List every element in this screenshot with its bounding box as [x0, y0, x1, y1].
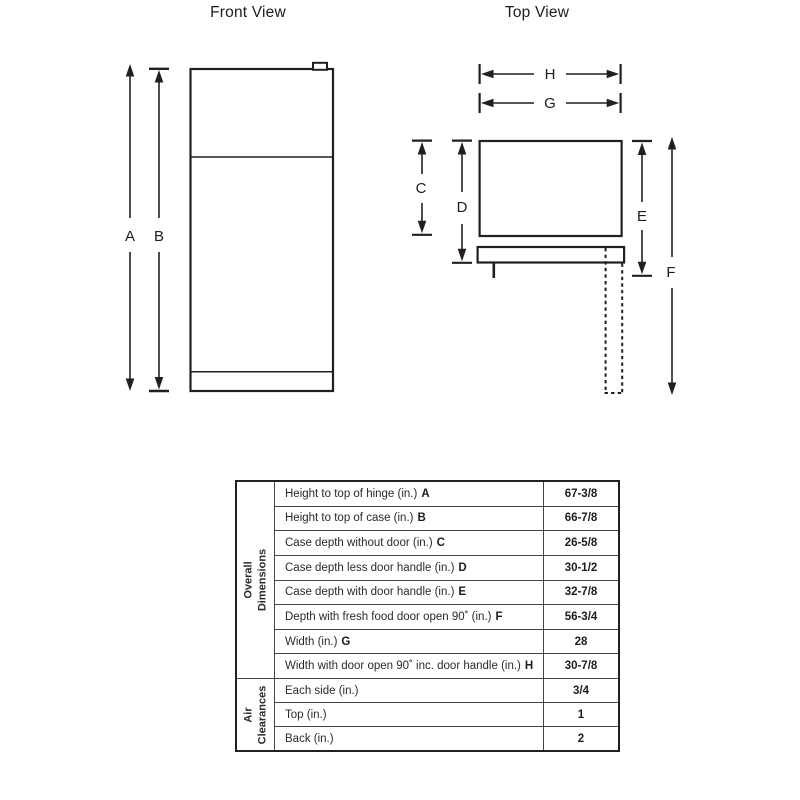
group-label-line: Clearances — [255, 685, 268, 744]
dim-arrow-h — [480, 64, 621, 84]
table-row — [275, 604, 618, 629]
case-outline — [480, 141, 622, 236]
dim-arrow-c — [412, 141, 432, 235]
door-open-dashed — [605, 248, 624, 393]
dim-label-f: F — [666, 264, 676, 281]
dim-label-d: D — [456, 199, 468, 216]
dim-arrow-f — [666, 137, 676, 395]
row-label: Height to top of case (in.) — [285, 512, 414, 525]
dim-arrow-e — [632, 141, 652, 276]
row-value: 67-3/8 — [543, 482, 618, 506]
row-value: 30-7/8 — [543, 654, 618, 678]
spec-table — [235, 480, 620, 752]
table-row — [275, 726, 618, 750]
row-value: 1 — [543, 703, 618, 726]
dim-label-e: E — [636, 208, 648, 225]
row-label: Width with door open 90˚ inc. door handle (in.) — [285, 660, 521, 673]
top-view — [412, 64, 676, 395]
row-label: Case depth less door handle (in.) — [285, 561, 455, 574]
table-row — [275, 506, 618, 531]
row-value: 3/4 — [543, 679, 618, 702]
row-value: 66-7/8 — [543, 507, 618, 531]
dim-arrow-d — [452, 141, 472, 263]
group-label-line: Overall — [241, 561, 254, 599]
door-outline — [478, 247, 624, 263]
table-row — [275, 482, 618, 506]
dim-arrow-g — [480, 93, 621, 113]
table-row — [275, 629, 618, 654]
dim-arrow-a — [125, 64, 135, 391]
row-value: 32-7/8 — [543, 581, 618, 605]
row-dim-letter: D — [458, 561, 467, 574]
air-clearances-section — [237, 679, 618, 750]
row-value: 2 — [543, 727, 618, 750]
row-value: 28 — [543, 630, 618, 654]
row-dim-letter: G — [341, 635, 351, 648]
row-dim-letter: A — [421, 487, 430, 500]
fridge-hinge — [313, 63, 327, 70]
row-dim-letter: C — [436, 537, 445, 550]
group-label-overall-dimensions — [237, 482, 275, 678]
row-value: 26-5/8 — [543, 531, 618, 555]
row-value: 30-1/2 — [543, 556, 618, 580]
group-label-line: Air — [241, 706, 254, 723]
dim-label-b: B — [153, 228, 165, 245]
row-label: Back (in.) — [285, 732, 334, 745]
row-label: Case depth without door (in.) — [285, 537, 433, 550]
row-dim-letter: H — [524, 660, 534, 673]
dim-label-c: C — [415, 180, 427, 197]
table-row — [275, 679, 618, 702]
table-row — [275, 702, 618, 726]
dim-label-h: H — [544, 66, 556, 83]
front-view — [125, 63, 333, 391]
front-view-title: Front View — [210, 4, 286, 21]
row-value: 56-3/4 — [543, 605, 618, 629]
dim-label-a: A — [124, 228, 136, 245]
row-dim-letter: E — [458, 586, 467, 599]
overall-dimensions-section — [237, 482, 618, 679]
row-label: Case depth with door handle (in.) — [285, 586, 455, 599]
row-label: Each side (in.) — [285, 684, 359, 697]
table-row — [275, 653, 618, 678]
dim-label-g: G — [544, 95, 556, 112]
row-dim-letter: B — [417, 512, 426, 525]
table-row — [275, 555, 618, 580]
table-row — [275, 580, 618, 605]
top-view-title: Top View — [504, 4, 570, 21]
row-label: Depth with fresh food door open 90˚ (in.) — [285, 610, 492, 623]
row-label: Height to top of hinge (in.) — [285, 487, 418, 500]
group-label-line: Dimensions — [255, 548, 268, 612]
group-label-air-clearances — [237, 679, 275, 750]
row-dim-letter: F — [495, 610, 503, 623]
row-label: Top (in.) — [285, 708, 327, 721]
table-row — [275, 530, 618, 555]
dim-arrow-b — [149, 69, 169, 391]
fridge-body — [191, 69, 334, 391]
row-label: Width (in.) — [285, 635, 338, 648]
